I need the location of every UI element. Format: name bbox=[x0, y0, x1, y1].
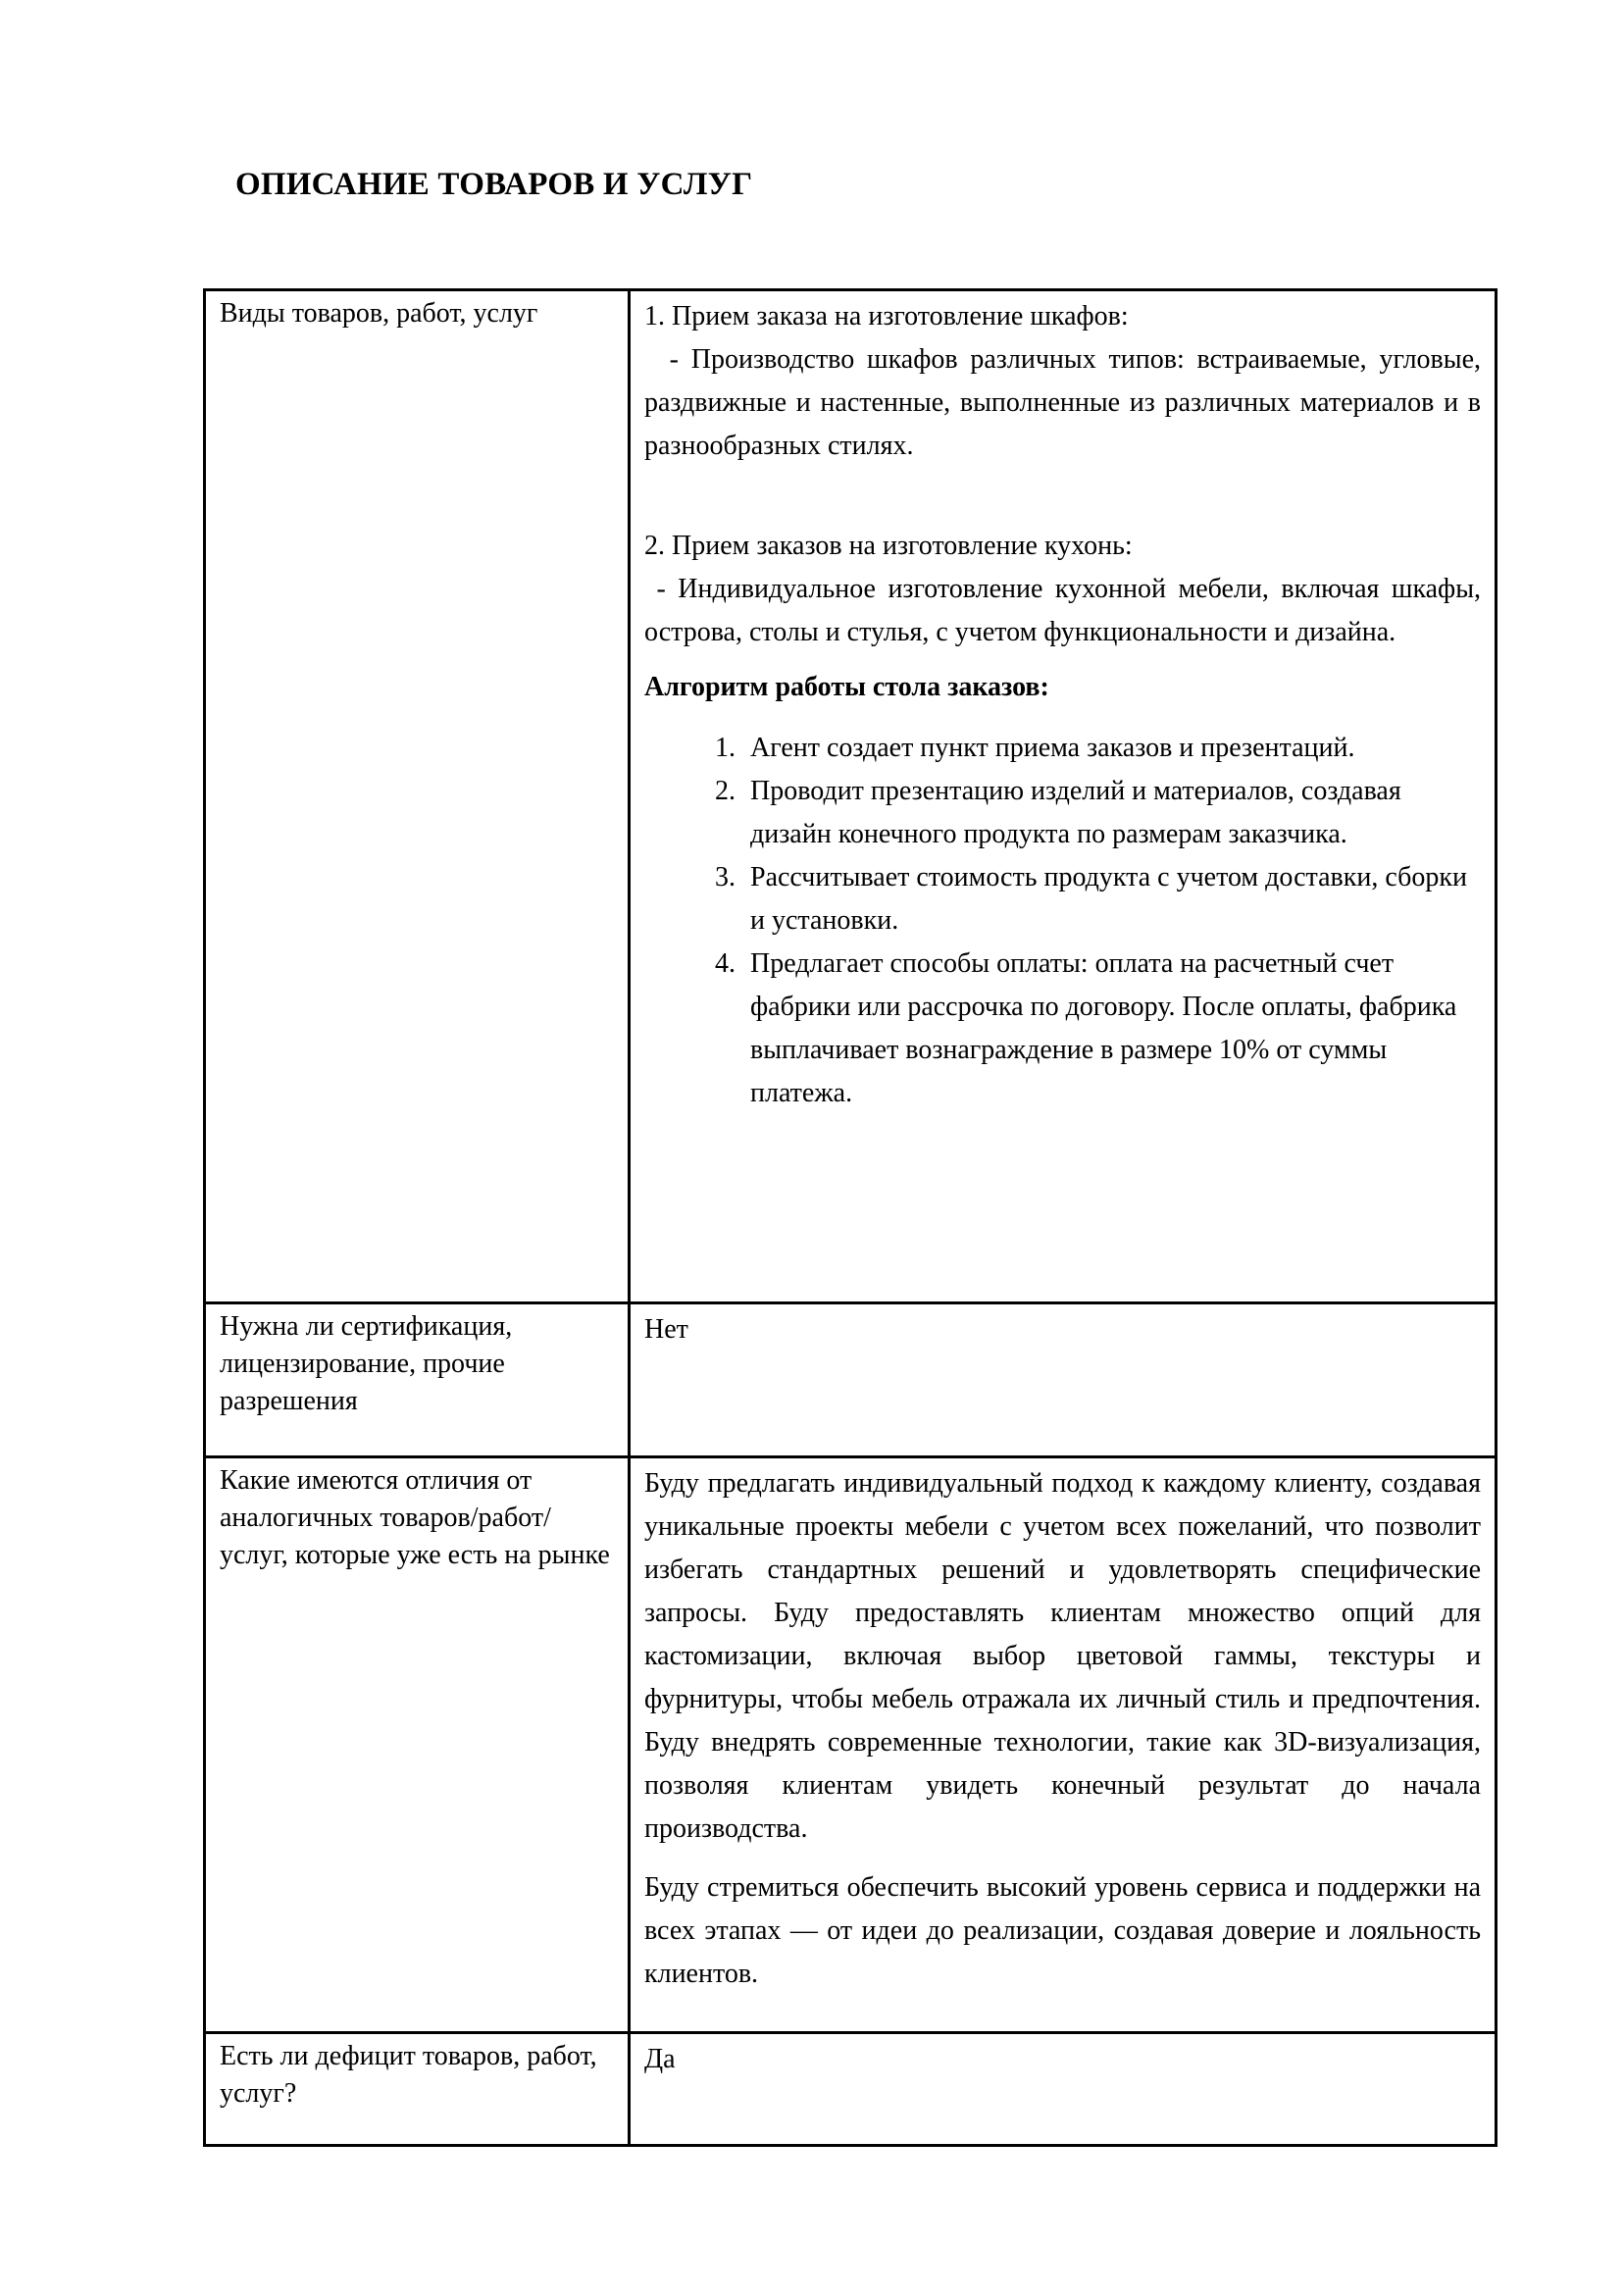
differences-paragraph-1: Буду предлагать индивидуальный подход к каждому клиенту, создавая уникальные проекты мебели с учетом всех пожеланий, что позволит избегать стандартных решений и удовлетворять специфические запросы. Буду предоставлять клиентам множество опций для кастомизации, включая выбор цветовой гаммы, текстуры и фурнитуры, чтобы мебель отражала их личный стиль и предпочтения. Буду внедрять современные технологии, такие как 3D-визуализация, позволяя клиентам увидеть конечный результат до начала производства. bbox=[644, 1468, 1481, 1844]
table-row bbox=[205, 290, 1497, 1303]
item2-heading: 2. Прием заказов на изготовление кухонь: bbox=[644, 531, 1133, 561]
table-row bbox=[205, 2033, 1497, 2146]
algorithm-step: 2. Проводит презентацию изделий и материалов, создавая дизайн конечного продукта по размерам заказчика. bbox=[742, 770, 1481, 856]
spacer bbox=[644, 1851, 1481, 1866]
row-value-deficit: Да bbox=[630, 2033, 1497, 2146]
algorithm-steps bbox=[644, 727, 1481, 1115]
row-value-certification: Нет bbox=[630, 1303, 1497, 1457]
table-row bbox=[205, 1457, 1497, 2033]
row-label-certification: Нужна ли сертификация, лицензирование, прочие разрешения bbox=[205, 1303, 630, 1457]
differences-paragraph-2: Буду стремиться обеспечить высокий уровень сервиса и поддержки на всех этапах — от идеи до реализации, создавая доверие и лояльность клиентов. bbox=[644, 1872, 1481, 1989]
item2-text: - Индивидуальное изготовление кухонной мебели, включая шкафы, острова, столы и стулья, с учетом функциональности и дизайна. bbox=[644, 574, 1489, 647]
table-row bbox=[205, 1303, 1497, 1457]
item1-heading: 1. Прием заказа на изготовление шкафов: bbox=[644, 301, 1129, 331]
algorithm-title: Алгоритм работы стола заказов: bbox=[644, 672, 1049, 702]
row-value-types bbox=[630, 290, 1497, 1303]
spacer bbox=[644, 654, 1481, 666]
algorithm-step: 1. Агент создает пункт приема заказов и презентаций. bbox=[742, 727, 1481, 770]
algorithm-step: 4. Предлагает способы оплаты: оплата на расчетный счет фабрики или рассрочка по договору. После оплаты, фабрика выплачивает вознаграждение в размере 10% от суммы платежа. bbox=[742, 943, 1481, 1115]
algorithm-step: 3. Рассчитывает стоимость продукта с учетом доставки, сборки и установки. bbox=[742, 856, 1481, 943]
spacer bbox=[644, 468, 1481, 525]
goods-services-table bbox=[203, 288, 1497, 2147]
row-label-differences: Какие имеются отличия от аналогичных товаров/работ/услуг, которые уже есть на рынке bbox=[205, 1457, 630, 2033]
page-title: ОПИСАНИЕ ТОВАРОВ И УСЛУГ bbox=[235, 167, 753, 202]
row-label-deficit: Есть ли дефицит товаров, работ, услуг? bbox=[205, 2033, 630, 2146]
item1-text: - Производство шкафов различных типов: встраиваемые, угловые, раздвижные и настенные, выполненные из различных материалов и в разнообразных стилях. bbox=[644, 344, 1488, 461]
row-label-types: Виды товаров, работ, услуг bbox=[205, 290, 630, 1303]
row-value-differences bbox=[630, 1457, 1497, 2033]
